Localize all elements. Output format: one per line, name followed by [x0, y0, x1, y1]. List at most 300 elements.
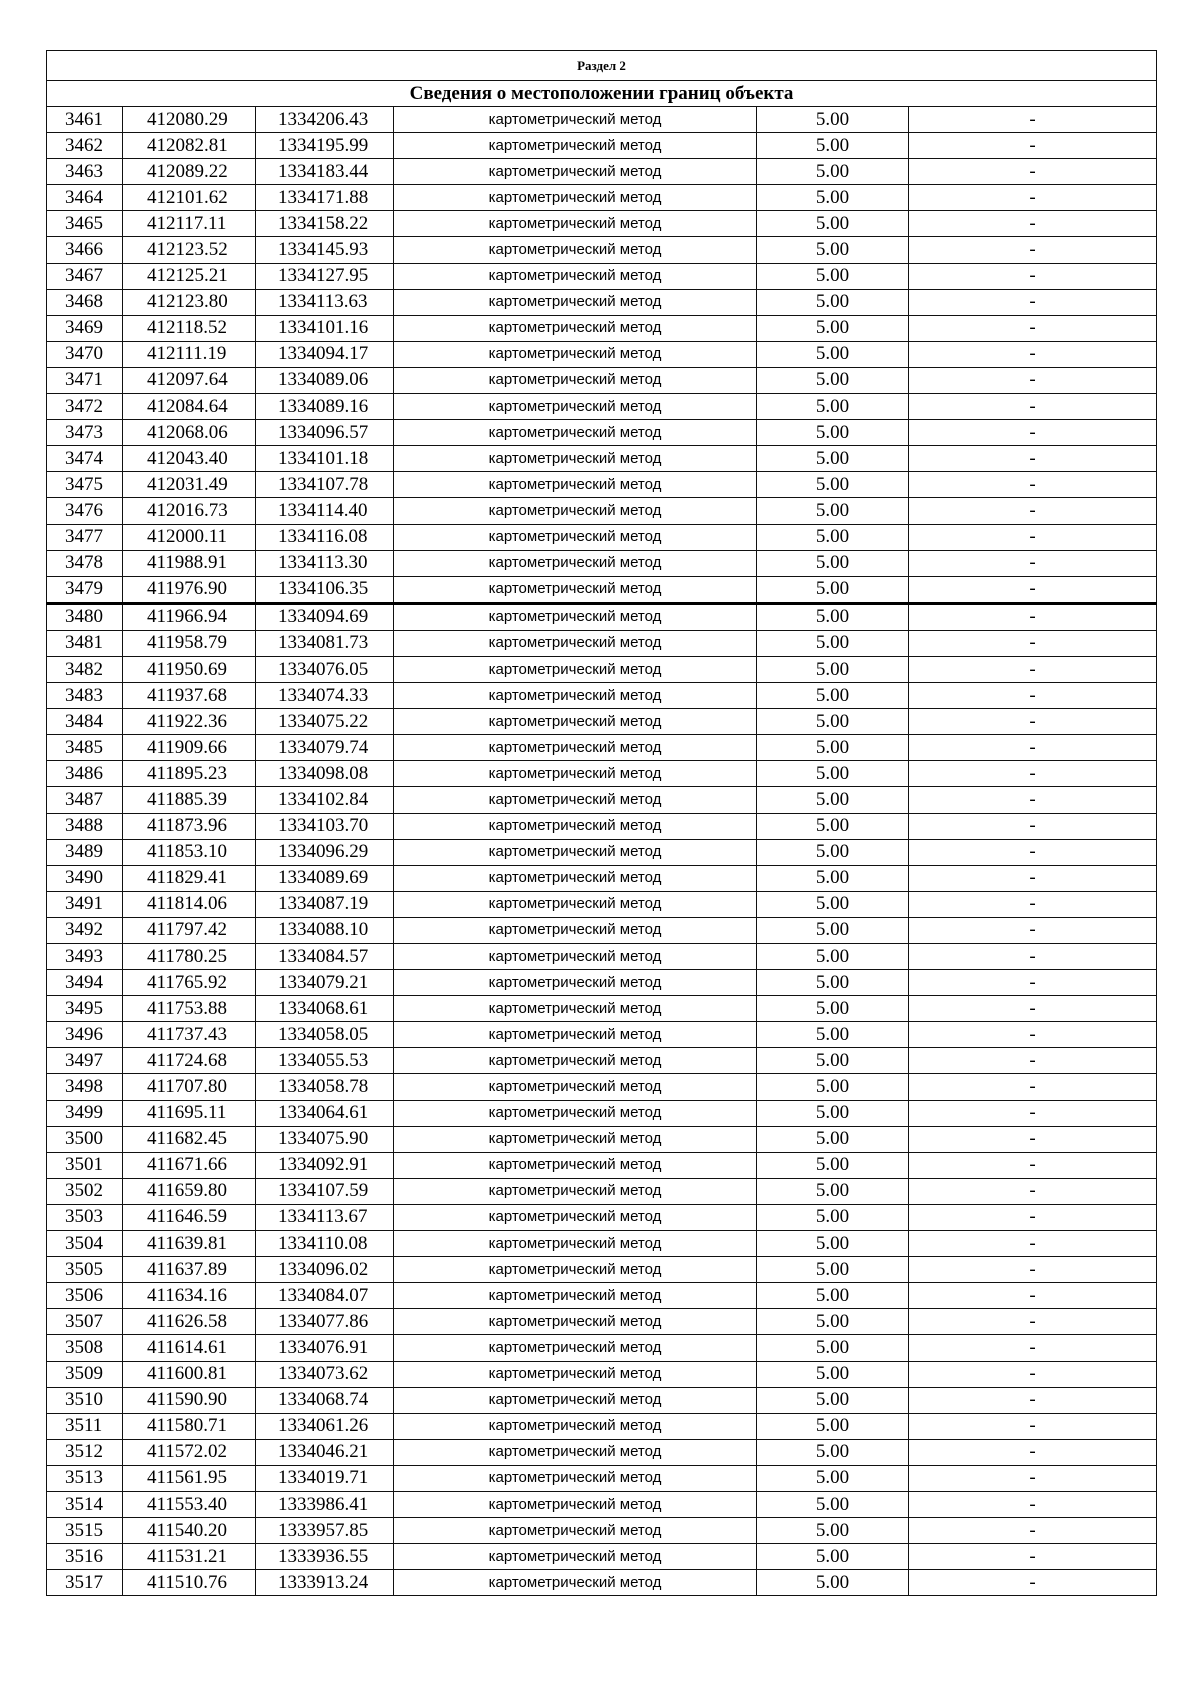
x-coordinate-cell: 411682.45 — [123, 1126, 256, 1152]
accuracy-cell: 5.00 — [757, 394, 909, 420]
y-coordinate-cell: 1333913.24 — [256, 1570, 394, 1596]
y-coordinate-cell: 1334076.91 — [256, 1335, 394, 1361]
point-number-cell: 3485 — [47, 735, 123, 761]
table-row — [47, 107, 1157, 133]
y-coordinate-cell: 1334064.61 — [256, 1100, 394, 1126]
point-number-cell: 3487 — [47, 787, 123, 813]
note-cell: - — [909, 1204, 1157, 1230]
accuracy-cell: 5.00 — [757, 865, 909, 891]
point-number-cell: 3468 — [47, 289, 123, 315]
note-cell: - — [909, 996, 1157, 1022]
table-row — [47, 159, 1157, 185]
x-coordinate-cell: 411966.94 — [123, 603, 256, 630]
table-row — [47, 944, 1157, 970]
accuracy-cell: 5.00 — [757, 761, 909, 787]
note-cell: - — [909, 917, 1157, 943]
y-coordinate-cell: 1334096.57 — [256, 420, 394, 446]
x-coordinate-cell: 412089.22 — [123, 159, 256, 185]
y-coordinate-cell: 1334096.29 — [256, 839, 394, 865]
accuracy-cell: 5.00 — [757, 185, 909, 211]
point-number-cell: 3476 — [47, 498, 123, 524]
method-cell: картометрический метод — [394, 891, 757, 917]
x-coordinate-cell: 412084.64 — [123, 394, 256, 420]
note-cell: - — [909, 1361, 1157, 1387]
method-cell: картометрический метод — [394, 865, 757, 891]
table-row — [47, 315, 1157, 341]
x-coordinate-cell: 412000.11 — [123, 524, 256, 550]
note-cell: - — [909, 289, 1157, 315]
note-cell: - — [909, 159, 1157, 185]
x-coordinate-cell: 411553.40 — [123, 1491, 256, 1517]
point-number-cell: 3467 — [47, 263, 123, 289]
table-row — [47, 1283, 1157, 1309]
point-number-cell: 3501 — [47, 1152, 123, 1178]
accuracy-cell: 5.00 — [757, 133, 909, 159]
point-number-cell: 3495 — [47, 996, 123, 1022]
table-row — [47, 735, 1157, 761]
note-cell: - — [909, 394, 1157, 420]
point-number-cell: 3497 — [47, 1048, 123, 1074]
y-coordinate-cell: 1334145.93 — [256, 237, 394, 263]
table-title: Сведения о местоположении границ объекта — [47, 81, 1157, 107]
x-coordinate-cell: 411885.39 — [123, 787, 256, 813]
note-cell: - — [909, 550, 1157, 576]
accuracy-cell: 5.00 — [757, 630, 909, 656]
accuracy-cell: 5.00 — [757, 289, 909, 315]
method-cell: картометрический метод — [394, 1361, 757, 1387]
point-number-cell: 3499 — [47, 1100, 123, 1126]
accuracy-cell: 5.00 — [757, 1204, 909, 1230]
y-coordinate-cell: 1334092.91 — [256, 1152, 394, 1178]
point-number-cell: 3477 — [47, 524, 123, 550]
y-coordinate-cell: 1334113.63 — [256, 289, 394, 315]
table-row — [47, 709, 1157, 735]
y-coordinate-cell: 1334171.88 — [256, 185, 394, 211]
accuracy-cell: 5.00 — [757, 1387, 909, 1413]
accuracy-cell: 5.00 — [757, 709, 909, 735]
x-coordinate-cell: 411540.20 — [123, 1518, 256, 1544]
y-coordinate-cell: 1334107.78 — [256, 472, 394, 498]
point-number-cell: 3500 — [47, 1126, 123, 1152]
note-cell: - — [909, 341, 1157, 367]
y-coordinate-cell: 1334183.44 — [256, 159, 394, 185]
point-number-cell: 3488 — [47, 813, 123, 839]
x-coordinate-cell: 412125.21 — [123, 263, 256, 289]
x-coordinate-cell: 411988.91 — [123, 550, 256, 576]
note-cell: - — [909, 1413, 1157, 1439]
y-coordinate-cell: 1334079.74 — [256, 735, 394, 761]
accuracy-cell: 5.00 — [757, 1100, 909, 1126]
x-coordinate-cell: 411600.81 — [123, 1361, 256, 1387]
note-cell: - — [909, 1178, 1157, 1204]
method-cell: картометрический метод — [394, 1152, 757, 1178]
note-cell: - — [909, 1387, 1157, 1413]
x-coordinate-cell: 412123.52 — [123, 237, 256, 263]
x-coordinate-cell: 412117.11 — [123, 211, 256, 237]
y-coordinate-cell: 1334076.05 — [256, 656, 394, 682]
table-row — [47, 630, 1157, 656]
y-coordinate-cell: 1333957.85 — [256, 1518, 394, 1544]
accuracy-cell: 5.00 — [757, 159, 909, 185]
method-cell: картометрический метод — [394, 1570, 757, 1596]
accuracy-cell: 5.00 — [757, 787, 909, 813]
y-coordinate-cell: 1334089.69 — [256, 865, 394, 891]
note-cell: - — [909, 524, 1157, 550]
method-cell: картометрический метод — [394, 656, 757, 682]
note-cell: - — [909, 420, 1157, 446]
table-row — [47, 1361, 1157, 1387]
point-number-cell: 3508 — [47, 1335, 123, 1361]
note-cell: - — [909, 1074, 1157, 1100]
y-coordinate-cell: 1334195.99 — [256, 133, 394, 159]
table-row — [47, 1335, 1157, 1361]
note-cell: - — [909, 315, 1157, 341]
table-row — [47, 1204, 1157, 1230]
accuracy-cell: 5.00 — [757, 917, 909, 943]
point-number-cell: 3490 — [47, 865, 123, 891]
x-coordinate-cell: 412031.49 — [123, 472, 256, 498]
y-coordinate-cell: 1334107.59 — [256, 1178, 394, 1204]
accuracy-cell: 5.00 — [757, 1283, 909, 1309]
x-coordinate-cell: 411958.79 — [123, 630, 256, 656]
section-label: Раздел 2 — [47, 51, 1157, 81]
point-number-cell: 3475 — [47, 472, 123, 498]
accuracy-cell: 5.00 — [757, 1491, 909, 1517]
method-cell: картометрический метод — [394, 1126, 757, 1152]
point-number-cell: 3480 — [47, 603, 123, 630]
note-cell: - — [909, 498, 1157, 524]
x-coordinate-cell: 411580.71 — [123, 1413, 256, 1439]
method-cell: картометрический метод — [394, 524, 757, 550]
coordinate-rows — [47, 107, 1157, 1596]
point-number-cell: 3510 — [47, 1387, 123, 1413]
y-coordinate-cell: 1334113.67 — [256, 1204, 394, 1230]
x-coordinate-cell: 412080.29 — [123, 107, 256, 133]
accuracy-cell: 5.00 — [757, 576, 909, 603]
note-cell: - — [909, 813, 1157, 839]
accuracy-cell: 5.00 — [757, 367, 909, 393]
note-cell: - — [909, 891, 1157, 917]
method-cell: картометрический метод — [394, 498, 757, 524]
point-number-cell: 3466 — [47, 237, 123, 263]
note-cell: - — [909, 1022, 1157, 1048]
point-number-cell: 3492 — [47, 917, 123, 943]
table-row — [47, 498, 1157, 524]
x-coordinate-cell: 411634.16 — [123, 1283, 256, 1309]
table-row — [47, 1022, 1157, 1048]
y-coordinate-cell: 1334088.10 — [256, 917, 394, 943]
table-row — [47, 394, 1157, 420]
point-number-cell: 3515 — [47, 1518, 123, 1544]
table-row — [47, 787, 1157, 813]
note-cell: - — [909, 839, 1157, 865]
note-cell: - — [909, 603, 1157, 630]
note-cell: - — [909, 683, 1157, 709]
x-coordinate-cell: 411909.66 — [123, 735, 256, 761]
y-coordinate-cell: 1334081.73 — [256, 630, 394, 656]
note-cell: - — [909, 1126, 1157, 1152]
accuracy-cell: 5.00 — [757, 839, 909, 865]
x-coordinate-cell: 411707.80 — [123, 1074, 256, 1100]
accuracy-cell: 5.00 — [757, 1413, 909, 1439]
point-number-cell: 3482 — [47, 656, 123, 682]
x-coordinate-cell: 411765.92 — [123, 970, 256, 996]
accuracy-cell: 5.00 — [757, 107, 909, 133]
accuracy-cell: 5.00 — [757, 472, 909, 498]
note-cell: - — [909, 185, 1157, 211]
table-row — [47, 472, 1157, 498]
point-number-cell: 3507 — [47, 1309, 123, 1335]
y-coordinate-cell: 1334101.18 — [256, 446, 394, 472]
y-coordinate-cell: 1334019.71 — [256, 1465, 394, 1491]
table-row — [47, 1544, 1157, 1570]
x-coordinate-cell: 411737.43 — [123, 1022, 256, 1048]
x-coordinate-cell: 411510.76 — [123, 1570, 256, 1596]
x-coordinate-cell: 411814.06 — [123, 891, 256, 917]
table-row — [47, 996, 1157, 1022]
table-row — [47, 263, 1157, 289]
method-cell: картометрический метод — [394, 159, 757, 185]
method-cell: картометрический метод — [394, 1491, 757, 1517]
accuracy-cell: 5.00 — [757, 1361, 909, 1387]
method-cell: картометрический метод — [394, 787, 757, 813]
accuracy-cell: 5.00 — [757, 1439, 909, 1465]
boundary-coordinates-table — [46, 50, 1157, 1596]
y-coordinate-cell: 1334084.07 — [256, 1283, 394, 1309]
x-coordinate-cell: 411724.68 — [123, 1048, 256, 1074]
note-cell: - — [909, 735, 1157, 761]
note-cell: - — [909, 133, 1157, 159]
y-coordinate-cell: 1334101.16 — [256, 315, 394, 341]
table-row — [47, 1413, 1157, 1439]
accuracy-cell: 5.00 — [757, 420, 909, 446]
table-row — [47, 891, 1157, 917]
note-cell: - — [909, 709, 1157, 735]
note-cell: - — [909, 211, 1157, 237]
x-coordinate-cell: 412043.40 — [123, 446, 256, 472]
note-cell: - — [909, 263, 1157, 289]
table-row — [47, 367, 1157, 393]
method-cell: картометрический метод — [394, 263, 757, 289]
table-row — [47, 1231, 1157, 1257]
table-row — [47, 576, 1157, 603]
table-row — [47, 1387, 1157, 1413]
point-number-cell: 3513 — [47, 1465, 123, 1491]
point-number-cell: 3512 — [47, 1439, 123, 1465]
point-number-cell: 3502 — [47, 1178, 123, 1204]
method-cell: картометрический метод — [394, 107, 757, 133]
y-coordinate-cell: 1334114.40 — [256, 498, 394, 524]
point-number-cell: 3464 — [47, 185, 123, 211]
point-number-cell: 3491 — [47, 891, 123, 917]
y-coordinate-cell: 1334094.17 — [256, 341, 394, 367]
table-row — [47, 1126, 1157, 1152]
y-coordinate-cell: 1334077.86 — [256, 1309, 394, 1335]
point-number-cell: 3494 — [47, 970, 123, 996]
method-cell: картометрический метод — [394, 1074, 757, 1100]
x-coordinate-cell: 412101.62 — [123, 185, 256, 211]
x-coordinate-cell: 411614.61 — [123, 1335, 256, 1361]
accuracy-cell: 5.00 — [757, 656, 909, 682]
accuracy-cell: 5.00 — [757, 237, 909, 263]
method-cell: картометрический метод — [394, 1465, 757, 1491]
x-coordinate-cell: 411937.68 — [123, 683, 256, 709]
table-row — [47, 1074, 1157, 1100]
method-cell: картометрический метод — [394, 735, 757, 761]
method-cell: картометрический метод — [394, 630, 757, 656]
method-cell: картометрический метод — [394, 133, 757, 159]
x-coordinate-cell: 411639.81 — [123, 1231, 256, 1257]
x-coordinate-cell: 411695.11 — [123, 1100, 256, 1126]
point-number-cell: 3461 — [47, 107, 123, 133]
x-coordinate-cell: 411572.02 — [123, 1439, 256, 1465]
accuracy-cell: 5.00 — [757, 1178, 909, 1204]
accuracy-cell: 5.00 — [757, 550, 909, 576]
y-coordinate-cell: 1334055.53 — [256, 1048, 394, 1074]
table-row — [47, 341, 1157, 367]
note-cell: - — [909, 1439, 1157, 1465]
point-number-cell: 3462 — [47, 133, 123, 159]
table-row — [47, 446, 1157, 472]
x-coordinate-cell: 411590.90 — [123, 1387, 256, 1413]
method-cell: картометрический метод — [394, 839, 757, 865]
method-cell: картометрический метод — [394, 1048, 757, 1074]
x-coordinate-cell: 412068.06 — [123, 420, 256, 446]
accuracy-cell: 5.00 — [757, 1022, 909, 1048]
x-coordinate-cell: 412111.19 — [123, 341, 256, 367]
note-cell: - — [909, 1518, 1157, 1544]
y-coordinate-cell: 1334113.30 — [256, 550, 394, 576]
table-row — [47, 550, 1157, 576]
point-number-cell: 3465 — [47, 211, 123, 237]
note-cell: - — [909, 761, 1157, 787]
x-coordinate-cell: 411753.88 — [123, 996, 256, 1022]
note-cell: - — [909, 1048, 1157, 1074]
table-row — [47, 865, 1157, 891]
x-coordinate-cell: 411671.66 — [123, 1152, 256, 1178]
method-cell: картометрический метод — [394, 917, 757, 943]
table-row — [47, 211, 1157, 237]
note-cell: - — [909, 787, 1157, 813]
x-coordinate-cell: 412016.73 — [123, 498, 256, 524]
y-coordinate-cell: 1334058.78 — [256, 1074, 394, 1100]
table-row — [47, 839, 1157, 865]
point-number-cell: 3474 — [47, 446, 123, 472]
note-cell: - — [909, 107, 1157, 133]
x-coordinate-cell: 411829.41 — [123, 865, 256, 891]
x-coordinate-cell: 411976.90 — [123, 576, 256, 603]
x-coordinate-cell: 411637.89 — [123, 1257, 256, 1283]
accuracy-cell: 5.00 — [757, 1048, 909, 1074]
x-coordinate-cell: 411531.21 — [123, 1544, 256, 1570]
accuracy-cell: 5.00 — [757, 446, 909, 472]
accuracy-cell: 5.00 — [757, 944, 909, 970]
note-cell: - — [909, 1309, 1157, 1335]
note-cell: - — [909, 970, 1157, 996]
note-cell: - — [909, 367, 1157, 393]
x-coordinate-cell: 412082.81 — [123, 133, 256, 159]
y-coordinate-cell: 1334061.26 — [256, 1413, 394, 1439]
table-row — [47, 1570, 1157, 1596]
y-coordinate-cell: 1334094.69 — [256, 603, 394, 630]
point-number-cell: 3496 — [47, 1022, 123, 1048]
method-cell: картометрический метод — [394, 211, 757, 237]
point-number-cell: 3498 — [47, 1074, 123, 1100]
y-coordinate-cell: 1334089.16 — [256, 394, 394, 420]
method-cell: картометрический метод — [394, 446, 757, 472]
method-cell: картометрический метод — [394, 761, 757, 787]
section-header-row — [47, 51, 1157, 81]
point-number-cell: 3514 — [47, 1491, 123, 1517]
note-cell: - — [909, 576, 1157, 603]
table-row — [47, 1257, 1157, 1283]
table-row — [47, 1491, 1157, 1517]
y-coordinate-cell: 1333986.41 — [256, 1491, 394, 1517]
x-coordinate-cell: 412123.80 — [123, 289, 256, 315]
table-row — [47, 1309, 1157, 1335]
method-cell: картометрический метод — [394, 394, 757, 420]
method-cell: картометрический метод — [394, 1439, 757, 1465]
accuracy-cell: 5.00 — [757, 891, 909, 917]
y-coordinate-cell: 1334089.06 — [256, 367, 394, 393]
note-cell: - — [909, 865, 1157, 891]
note-cell: - — [909, 1152, 1157, 1178]
method-cell: картометрический метод — [394, 1283, 757, 1309]
table-row — [47, 185, 1157, 211]
note-cell: - — [909, 472, 1157, 498]
accuracy-cell: 5.00 — [757, 1126, 909, 1152]
y-coordinate-cell: 1334096.02 — [256, 1257, 394, 1283]
note-cell: - — [909, 656, 1157, 682]
accuracy-cell: 5.00 — [757, 498, 909, 524]
accuracy-cell: 5.00 — [757, 211, 909, 237]
table-row — [47, 761, 1157, 787]
point-number-cell: 3484 — [47, 709, 123, 735]
x-coordinate-cell: 411646.59 — [123, 1204, 256, 1230]
point-number-cell: 3479 — [47, 576, 123, 603]
note-cell: - — [909, 1335, 1157, 1361]
table-row — [47, 683, 1157, 709]
point-number-cell: 3489 — [47, 839, 123, 865]
accuracy-cell: 5.00 — [757, 1570, 909, 1596]
method-cell: картометрический метод — [394, 315, 757, 341]
accuracy-cell: 5.00 — [757, 341, 909, 367]
note-cell: - — [909, 1257, 1157, 1283]
method-cell: картометрический метод — [394, 970, 757, 996]
method-cell: картометрический метод — [394, 1204, 757, 1230]
y-coordinate-cell: 1334079.21 — [256, 970, 394, 996]
point-number-cell: 3511 — [47, 1413, 123, 1439]
y-coordinate-cell: 1334110.08 — [256, 1231, 394, 1257]
method-cell: картометрический метод — [394, 1231, 757, 1257]
method-cell: картометрический метод — [394, 550, 757, 576]
accuracy-cell: 5.00 — [757, 970, 909, 996]
method-cell: картометрический метод — [394, 420, 757, 446]
point-number-cell: 3503 — [47, 1204, 123, 1230]
x-coordinate-cell: 411853.10 — [123, 839, 256, 865]
method-cell: картометрический метод — [394, 237, 757, 263]
method-cell: картометрический метод — [394, 603, 757, 630]
x-coordinate-cell: 411780.25 — [123, 944, 256, 970]
method-cell: картометрический метод — [394, 341, 757, 367]
y-coordinate-cell: 1334158.22 — [256, 211, 394, 237]
accuracy-cell: 5.00 — [757, 1074, 909, 1100]
point-number-cell: 3509 — [47, 1361, 123, 1387]
accuracy-cell: 5.00 — [757, 1465, 909, 1491]
accuracy-cell: 5.00 — [757, 1518, 909, 1544]
point-number-cell: 3516 — [47, 1544, 123, 1570]
accuracy-cell: 5.00 — [757, 1335, 909, 1361]
